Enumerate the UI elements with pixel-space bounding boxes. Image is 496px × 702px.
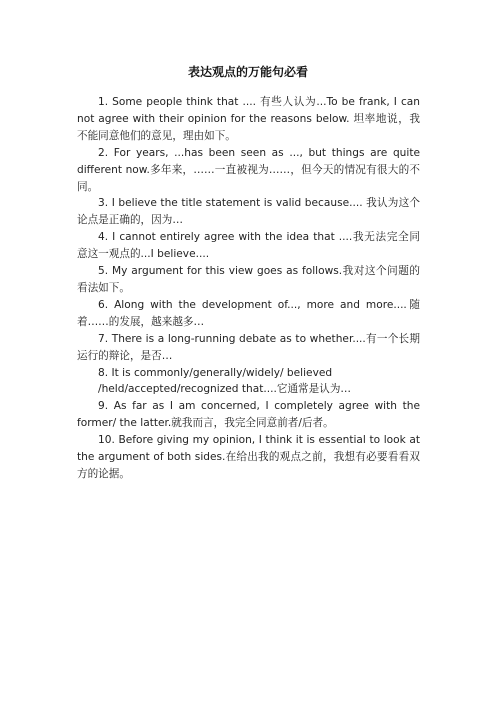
paragraph-5: 5. My argument for this view goes as follows.我对这个问题的看法如下。	[77, 265, 420, 294]
paragraph-7: 7. There is a long-running debate as to whether....有一个长期运行的辩论，是否…	[77, 332, 420, 362]
paragraph-6: 6. Along with the development of..., more and more....随着……的发展，越来越多…	[77, 298, 420, 328]
paragraph-2: 2. For years, ...has been seen as ..., but things are quite different now.多年来，……一直被视为……，但今天的情况有很大的不同。	[77, 146, 420, 193]
paragraph-8-continued: /held/accepted/recognized that....它通常是认为…	[98, 383, 352, 396]
paragraph-9: 9. As far as I am concerned, I completely agree with the former/ the latter.就我而言，我完全同意前者/后者。	[77, 400, 420, 430]
paragraph-1: 1. Some people think that .... 有些人认为...To be frank, I can not agree with their opinion for the reasons below. 坦率地说，我不能同意他们的意见，理由如下。	[77, 96, 420, 142]
paragraph-10: 10. Before giving my opinion, I think it is essential to look at the argument of both sides.在给出我的观点之前，我想有必要看看双方的论据。	[77, 434, 420, 480]
paragraph-4: 4. I cannot entirely agree with the idea that ....我无法完全同意这一观点的...I believe....	[77, 231, 420, 261]
document-body	[77, 94, 420, 483]
document-title: 表达观点的万能句必看	[187, 65, 308, 79]
paragraph-3: 3. I believe the title statement is valid because.... 我认为这个论点是正确的，因为…	[77, 197, 420, 227]
paragraph-8: 8. It is commonly/generally/widely/ believed	[98, 366, 333, 379]
